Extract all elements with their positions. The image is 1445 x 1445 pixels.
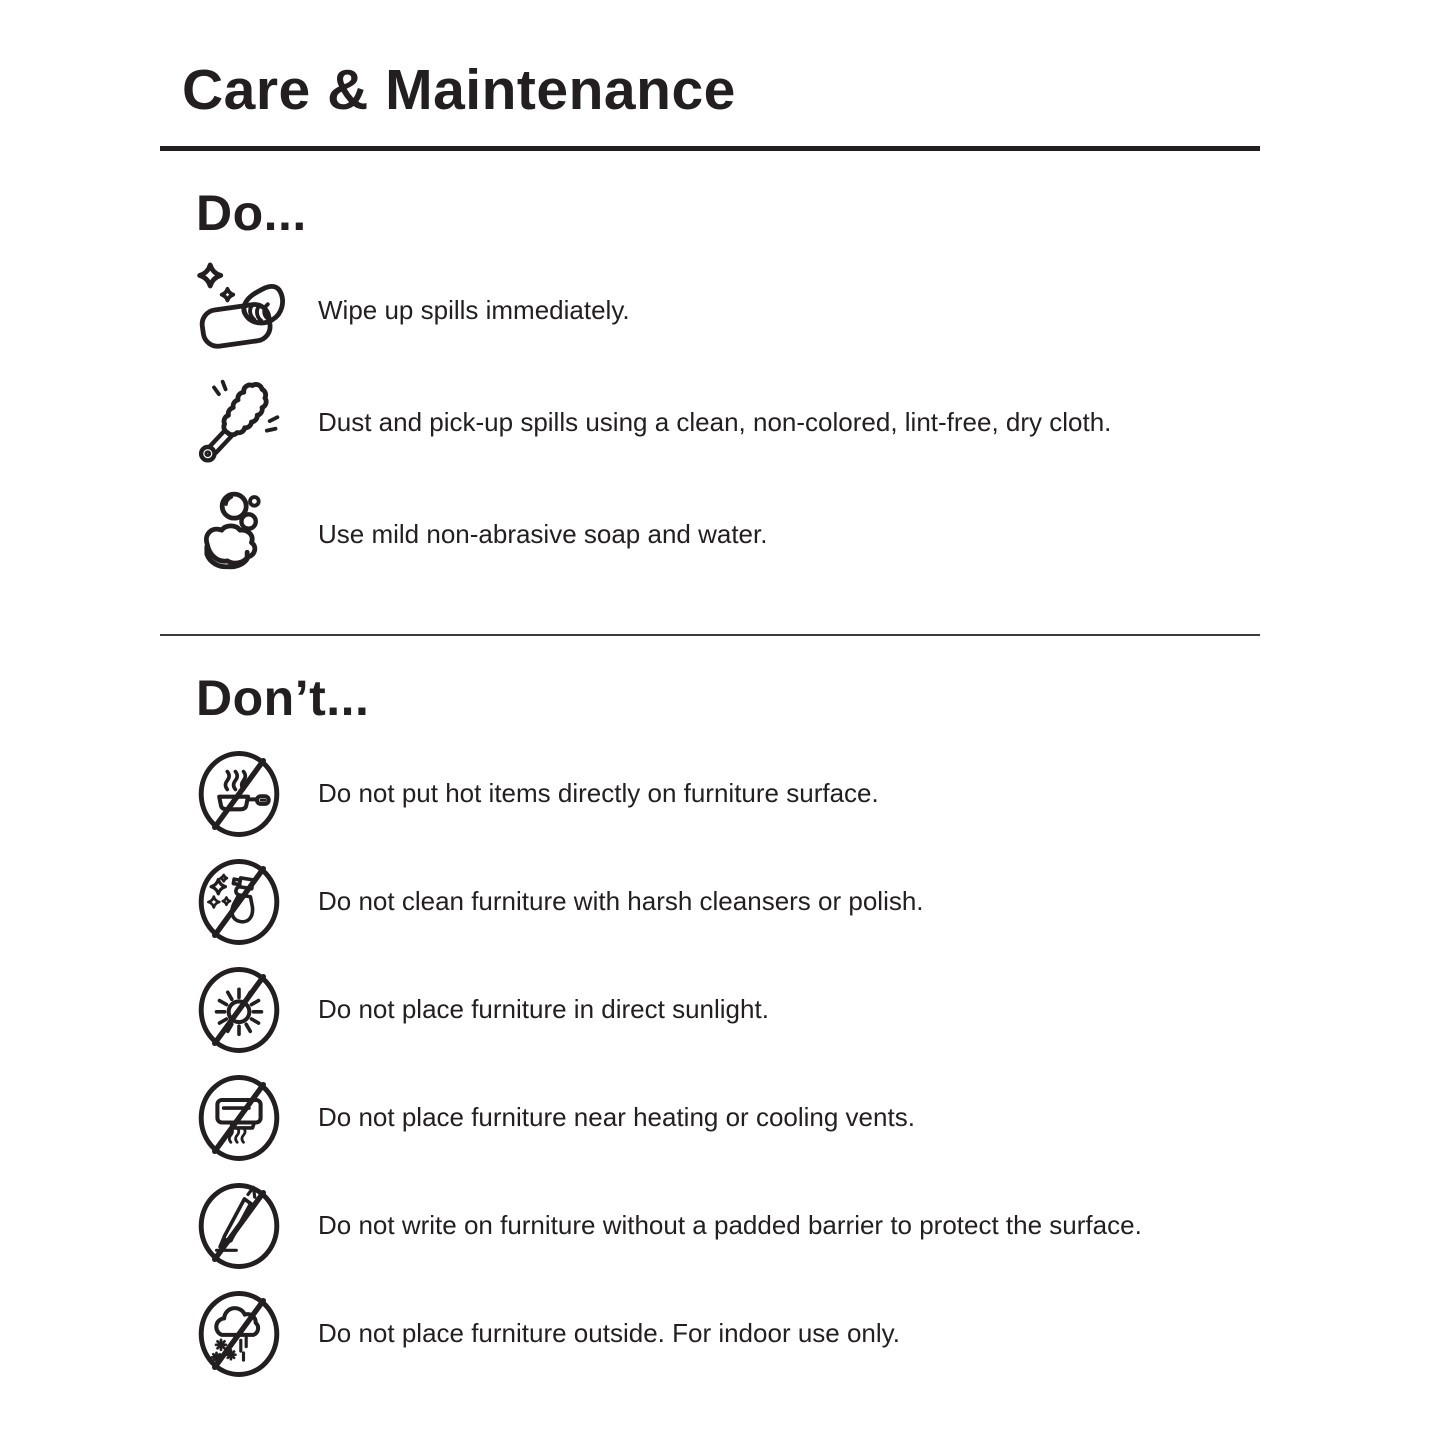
dont-section (160, 670, 1260, 1388)
do-heading: Do... (196, 184, 307, 241)
item-text: Do not place furniture in direct sunlight. (318, 994, 769, 1025)
list-item (160, 366, 1260, 478)
item-text: Do not put hot items directly on furniture surface. (318, 778, 879, 809)
list-item (160, 254, 1260, 366)
duster-icon (186, 374, 292, 470)
no-heating-vents-icon (194, 1070, 284, 1166)
dont-heading: Don’t... (196, 670, 370, 727)
list-item (160, 1172, 1260, 1280)
item-text: Do not clean furniture with harsh cleansers or polish. (318, 886, 924, 917)
soap-sponge-icon (186, 486, 292, 582)
title-divider (160, 146, 1260, 151)
item-text: Do not place furniture near heating or cooling vents. (318, 1102, 915, 1133)
item-text: Wipe up spills immediately. (318, 294, 630, 325)
section-divider (160, 634, 1260, 636)
icon-cell (160, 854, 318, 950)
item-text: Do not write on furniture without a padded barrier to protect the surface. (318, 1210, 1142, 1241)
page-title: Care & Maintenance (182, 58, 736, 122)
icon-cell (160, 1286, 318, 1382)
list-item (160, 1064, 1260, 1172)
no-hot-items-icon (194, 746, 284, 842)
icon-cell (160, 486, 318, 582)
item-text: Do not place furniture outside. For indoor use only. (318, 1318, 900, 1349)
list-item (160, 740, 1260, 848)
item-text: Dust and pick-up spills using a clean, non-colored, lint-free, dry cloth. (318, 406, 1112, 437)
list-item (160, 956, 1260, 1064)
list-item (160, 848, 1260, 956)
icon-cell (160, 262, 318, 358)
icon-cell (160, 1178, 318, 1274)
no-harsh-cleansers-icon (194, 854, 284, 950)
no-direct-sunlight-icon (194, 962, 284, 1058)
list-item (160, 478, 1260, 590)
do-section (160, 185, 1260, 591)
icon-cell (160, 1070, 318, 1166)
icon-cell (160, 374, 318, 470)
icon-cell (160, 746, 318, 842)
no-outdoor-use-icon (194, 1286, 284, 1382)
item-text: Use mild non-abrasive soap and water. (318, 518, 768, 549)
no-writing-icon (194, 1178, 284, 1274)
icon-cell (160, 962, 318, 1058)
wipe-spills-icon (186, 262, 292, 358)
list-item (160, 1280, 1260, 1388)
